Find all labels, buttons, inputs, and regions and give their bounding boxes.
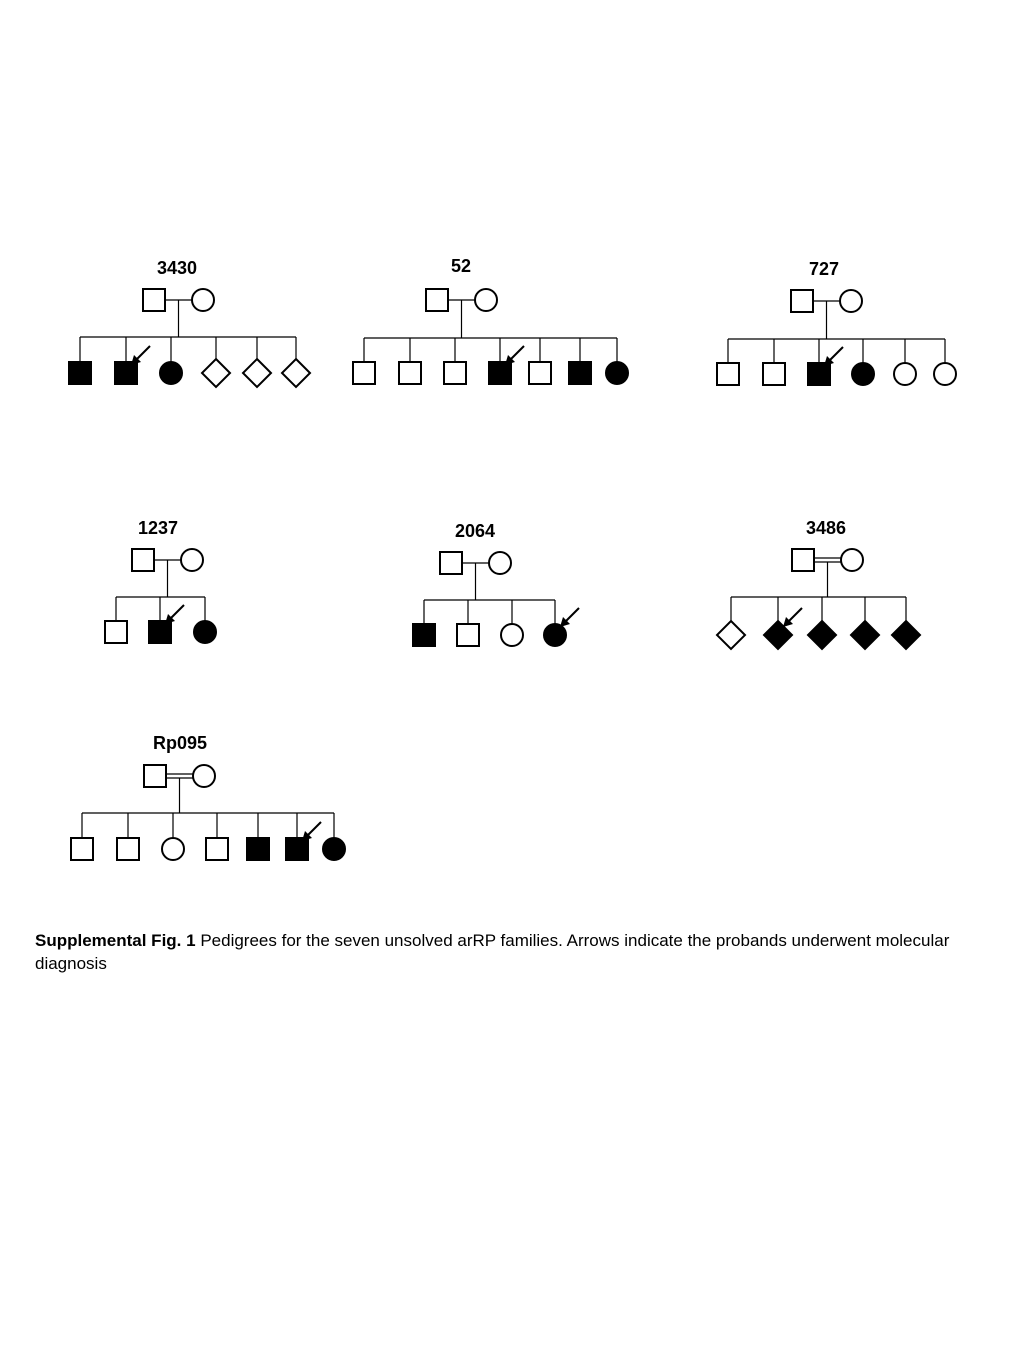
affected-male-symbol [808,363,830,385]
unaffected-unknown-symbol [243,359,271,387]
figure-caption [35,929,995,975]
father-symbol [440,552,462,574]
mother-symbol [192,289,214,311]
proband-arrow-icon [505,346,524,365]
unaffected-male-symbol [717,363,739,385]
unaffected-female-symbol [934,363,956,385]
affected-female-symbol [160,362,182,384]
unaffected-male-symbol [763,363,785,385]
affected-male-symbol [569,362,591,384]
pedigree-family-3430 [69,258,310,387]
unaffected-female-symbol [162,838,184,860]
pedigree-family-rp095 [71,733,345,860]
mother-symbol [841,549,863,571]
unaffected-male-symbol [444,362,466,384]
unaffected-male-symbol [457,624,479,646]
proband-arrow-icon [560,608,579,627]
pedigree-family-3486 [717,518,920,649]
caption-text: Pedigrees for the seven unsolved arRP families. Arrows indicate the probands underwent molecular diagnosis [35,931,950,973]
family-label: 52 [450,256,472,276]
affected-female-symbol [194,621,216,643]
affected-male-symbol [115,362,137,384]
unaffected-unknown-symbol [282,359,310,387]
unaffected-male-symbol [353,362,375,384]
affected-unknown-symbol [808,621,836,649]
father-symbol [144,765,166,787]
proband-arrow-icon [131,346,150,365]
family-label: 727 [808,259,840,279]
unaffected-male-symbol [71,838,93,860]
affected-male-symbol [413,624,435,646]
affected-male-symbol [286,838,308,860]
mother-symbol [489,552,511,574]
pedigree-family-727 [717,259,956,385]
father-symbol [143,289,165,311]
mother-symbol [475,289,497,311]
family-label: 3430 [156,258,198,278]
affected-unknown-symbol [851,621,879,649]
family-label: 3486 [805,518,847,538]
unaffected-male-symbol [117,838,139,860]
pedigree-family-52 [353,256,628,384]
pedigree-family-2064 [413,521,579,646]
family-label: 1237 [137,518,179,538]
affected-female-symbol [606,362,628,384]
unaffected-male-symbol [529,362,551,384]
affected-female-symbol [852,363,874,385]
unaffected-female-symbol [501,624,523,646]
unaffected-male-symbol [399,362,421,384]
mother-symbol [193,765,215,787]
unaffected-unknown-symbol [202,359,230,387]
father-symbol [132,549,154,571]
unaffected-male-symbol [206,838,228,860]
proband-arrow-icon [165,605,184,624]
father-symbol [792,549,814,571]
family-label: 2064 [454,521,496,541]
affected-male-symbol [149,621,171,643]
family-label: Rp095 [152,733,208,753]
mother-symbol [181,549,203,571]
mother-symbol [840,290,862,312]
affected-male-symbol [247,838,269,860]
father-symbol [791,290,813,312]
caption-label: Supplemental Fig. 1 [35,931,196,950]
affected-male-symbol [489,362,511,384]
father-symbol [426,289,448,311]
affected-male-symbol [69,362,91,384]
proband-arrow-icon [302,822,321,841]
proband-arrow-icon [783,608,802,627]
affected-unknown-symbol [892,621,920,649]
unaffected-male-symbol [105,621,127,643]
pedigree-family-1237 [105,518,216,643]
affected-female-symbol [323,838,345,860]
unaffected-female-symbol [894,363,916,385]
affected-female-symbol [544,624,566,646]
unaffected-unknown-symbol [717,621,745,649]
proband-arrow-icon [824,347,843,366]
